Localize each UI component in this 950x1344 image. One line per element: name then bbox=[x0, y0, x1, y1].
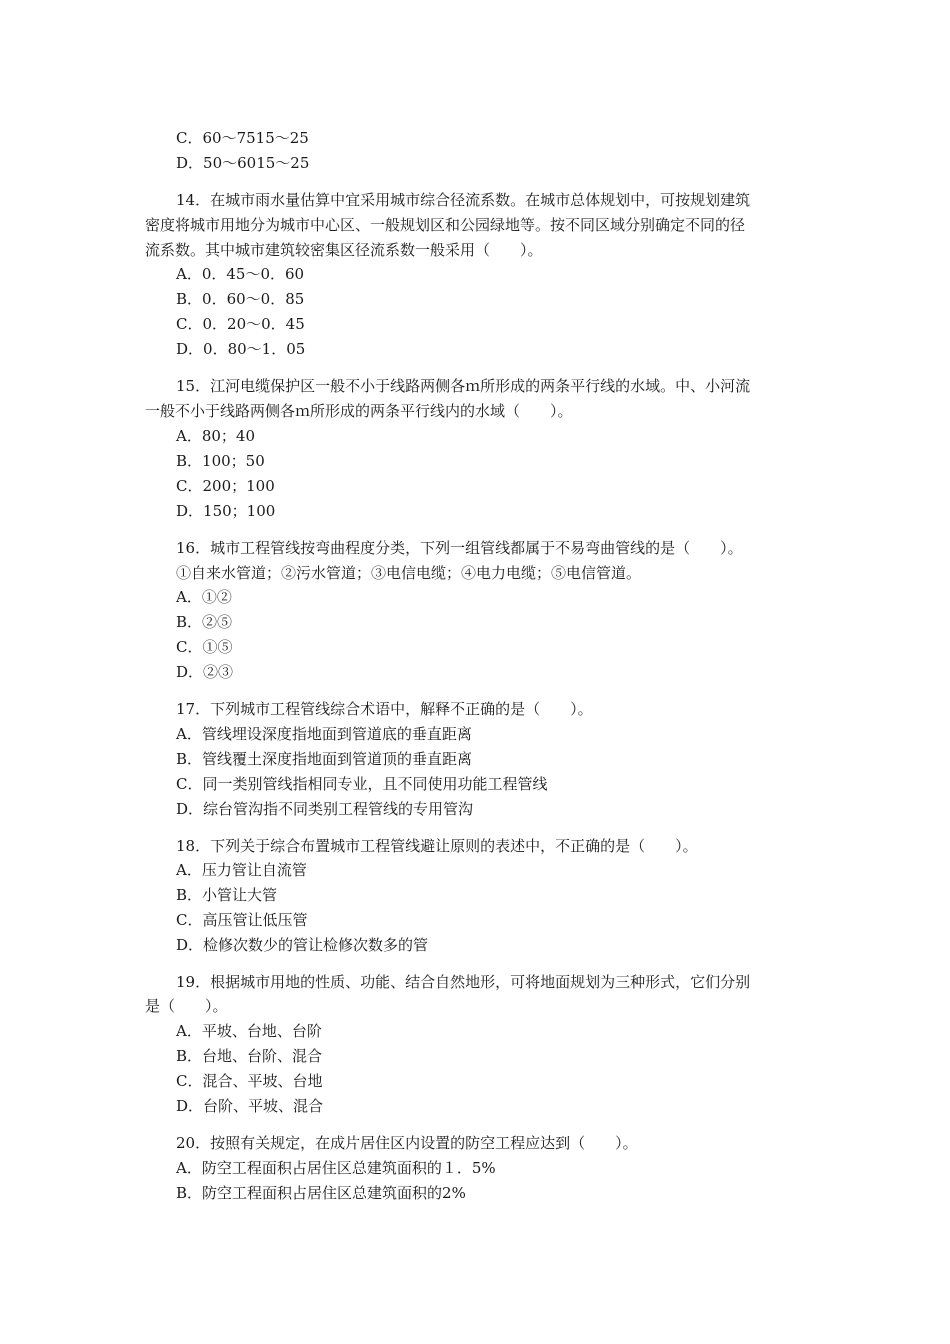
question-15-stem-cont: 一般不小于线路两侧各ｍ所形成的两条平行线内的水域（ ）。 bbox=[145, 402, 573, 420]
option-q16-c: C．①⑤ bbox=[176, 638, 233, 656]
option-q16-a: A．①② bbox=[176, 588, 232, 606]
option-q14-d: D．0．80～1．05 bbox=[176, 340, 306, 358]
option-q14-a: A．0．45～0．60 bbox=[176, 265, 305, 283]
option-q18-d: D．检修次数少的管让检修次数多的管 bbox=[176, 936, 429, 954]
option-q19-a: A．平坡、台地、台阶 bbox=[176, 1022, 322, 1040]
question-20-stem: 20．按照有关规定，在成片居住区内设置的防空工程应达到（ ）。 bbox=[176, 1134, 638, 1152]
question-18-stem: 18．下列关于综合布置城市工程管线避让原则的表述中，不正确的是（ ）。 bbox=[176, 837, 698, 855]
question-19-stem-cont: 是（ ）。 bbox=[145, 997, 228, 1015]
question-15-stem: 15．江河电缆保护区一般不小于线路两侧各ｍ所形成的两条平行线的水域。中、小河流 bbox=[176, 377, 751, 395]
option-q17-b: B．管线覆土深度指地面到管道顶的垂直距离 bbox=[176, 750, 473, 768]
option-q20-a: A．防空工程面积占居住区总建筑面积的１．5% bbox=[176, 1159, 496, 1177]
option-q18-c: C．高压管让低压管 bbox=[176, 911, 308, 929]
option-q17-a: A．管线埋设深度指地面到管道底的垂直距离 bbox=[176, 725, 472, 743]
option-q13-d: D．50～6015～25 bbox=[176, 154, 310, 172]
option-q14-c: C．0．20～0．45 bbox=[176, 315, 305, 333]
option-q18-b: B．小管让大管 bbox=[176, 886, 278, 904]
option-q15-d: D．150；100 bbox=[176, 502, 276, 520]
question-16-stem: 16．城市工程管线按弯曲程度分类，下列一组管线都属于不易弯曲管线的是（ ）。 bbox=[176, 539, 743, 557]
question-17-stem: 17．下列城市工程管线综合术语中，解释不正确的是（ ）。 bbox=[176, 700, 593, 718]
option-q15-c: C．200；100 bbox=[176, 477, 275, 495]
option-q16-b: B．②⑤ bbox=[176, 613, 233, 631]
question-16-stem-cont: ①自来水管道；②污水管道；③电信电缆；④电力电缆；⑤电信管道。 bbox=[176, 564, 642, 582]
option-q17-d: D．综台管沟指不同类别工程管线的专用管沟 bbox=[176, 800, 474, 818]
question-19-stem: 19．根据城市用地的性质、功能、结合自然地形，可将地面规划为三种形式，它们分别 bbox=[176, 973, 751, 991]
option-q19-d: D．台阶、平坡、混合 bbox=[176, 1097, 324, 1115]
option-q14-b: B．0．60～0．85 bbox=[176, 290, 305, 308]
option-q19-b: B．台地、台阶、混合 bbox=[176, 1047, 323, 1065]
option-q20-b: B．防空工程面积占居住区总建筑面积的2% bbox=[176, 1184, 466, 1202]
question-14-stem-cont: 流系数。其中城市建筑较密集区径流系数一般采用（ ）。 bbox=[145, 241, 543, 259]
option-q17-c: C．同一类别管线指相同专业，且不同使用功能工程管线 bbox=[176, 775, 548, 793]
question-14-stem: 14．在城市雨水量估算中宜采用城市综合径流系数。在城市总体规划中，可按规划建筑 bbox=[176, 191, 751, 209]
option-q18-a: A．压力管让自流管 bbox=[176, 861, 307, 879]
option-q16-d: D．②③ bbox=[176, 663, 234, 681]
option-q19-c: C．混合、平坡、台地 bbox=[176, 1072, 323, 1090]
question-14-stem-cont: 密度将城市用地分为城市中心区、一般规划区和公园绿地等。按不同区域分别确定不同的径 bbox=[145, 216, 746, 234]
option-q15-b: B．100；50 bbox=[176, 452, 265, 470]
option-q15-a: A．80；40 bbox=[176, 427, 256, 445]
option-q13-c: C．60～7515～25 bbox=[176, 129, 309, 147]
